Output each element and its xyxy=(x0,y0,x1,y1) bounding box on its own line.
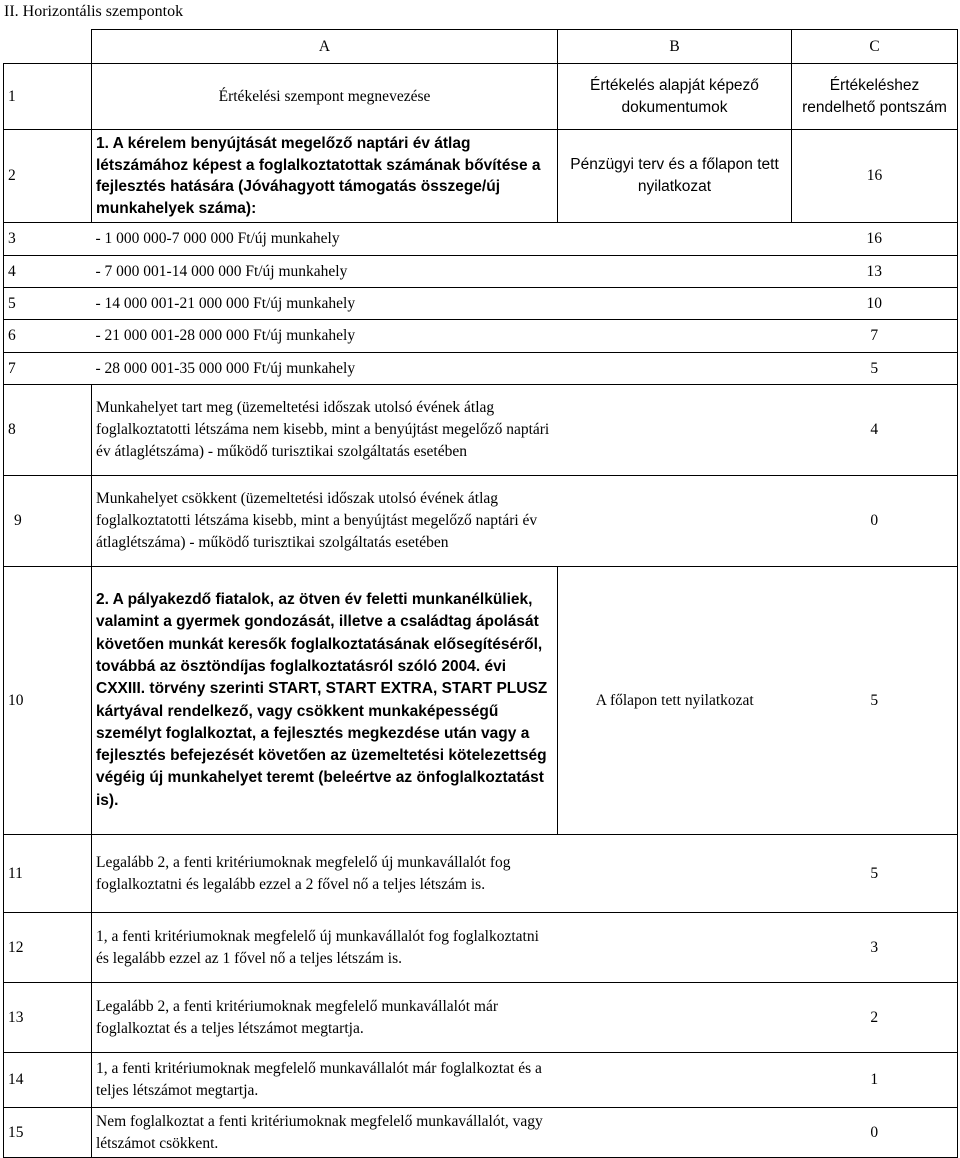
document-text xyxy=(558,913,792,983)
points-value: 2 xyxy=(792,983,958,1053)
row-number: 1 xyxy=(4,64,92,130)
document-text xyxy=(558,256,792,288)
column-letter-row xyxy=(4,30,958,64)
points-value: 4 xyxy=(792,385,958,476)
document-text xyxy=(558,223,792,256)
table-row xyxy=(4,1108,958,1158)
criteria-table xyxy=(3,29,958,1158)
header-points: Értékeléshez rendelhető pontszám xyxy=(792,64,958,130)
column-letter-b: B xyxy=(558,30,792,64)
criterion-text: Munkahelyet csökkent (üzemeltetési időszak utolsó évének átlag foglalkoztatotti létszáma kisebb, mint a benyújtást megelőző naptári év átlaglétszáma) - működő turisztikai szolgáltatás esetében xyxy=(92,476,558,567)
table-row xyxy=(4,223,958,256)
document-text xyxy=(558,288,792,320)
table-row xyxy=(4,130,958,223)
criterion-text: 1, a fenti kritériumoknak megfelelő új munkavállalót fog foglalkoztatni és legalább ezzel az 1 fővel nő a teljes létszám is. xyxy=(92,913,558,983)
row-number: 3 xyxy=(4,223,92,256)
table-row xyxy=(4,353,958,385)
row-number: 11 xyxy=(4,835,92,913)
points-value: 3 xyxy=(792,913,958,983)
document-text xyxy=(558,320,792,353)
row-number: 4 xyxy=(4,256,92,288)
points-value: 5 xyxy=(792,567,958,835)
criterion-text: - 1 000 000-7 000 000 Ft/új munkahely xyxy=(92,223,558,256)
points-value: 1 xyxy=(792,1053,958,1108)
row-number: 13 xyxy=(4,983,92,1053)
criterion-text: 2. A pályakezdő fiatalok, az ötven év feletti munkanélküliek, valamint a gyermek gondozását, illetve a családtag ápolását követően munkát keresők foglalkoztatásának elősegítéséről, továbbá az ösztöndíjas foglalkoztatásról szóló 2004. évi CXXIII. törvény szerinti START, START EXTRA, START PLUSZ kártyával rendelkező, vagy csökkent munkaképességű személyt foglalkoztat, a fejlesztés megkezdése után vagy a fejlesztés befejezését követően az üzemeltetési kötelezettség végéig új munkahelyet teremt (beleértve az önfoglalkoztatást is). xyxy=(92,567,558,835)
points-value: 10 xyxy=(792,288,958,320)
points-value: 16 xyxy=(792,130,958,223)
criterion-text: 1, a fenti kritériumoknak megfelelő munkavállalót már foglalkoztat és a teljes létszámot megtartja. xyxy=(92,1053,558,1108)
corner-cell xyxy=(4,30,92,64)
table-row xyxy=(4,567,958,835)
row-number: 8 xyxy=(4,385,92,476)
criterion-text: - 14 000 001-21 000 000 Ft/új munkahely xyxy=(92,288,558,320)
document-text xyxy=(558,1053,792,1108)
header-documents: Értékelés alapját képező dokumentumok xyxy=(558,64,792,130)
table-row xyxy=(4,835,958,913)
row-number: 14 xyxy=(4,1053,92,1108)
document-text xyxy=(558,983,792,1053)
document-text: Pénzügyi terv és a főlapon tett nyilatkozat xyxy=(558,130,792,223)
table-row xyxy=(4,913,958,983)
row-number: 12 xyxy=(4,913,92,983)
table-row xyxy=(4,256,958,288)
table-row xyxy=(4,476,958,567)
criterion-text: - 21 000 001-28 000 000 Ft/új munkahely xyxy=(92,320,558,353)
criterion-text: Legalább 2, a fenti kritériumoknak megfelelő munkavállalót már foglalkoztat és a teljes létszámot megtartja. xyxy=(92,983,558,1053)
document-text xyxy=(558,385,792,476)
row-number: 10 xyxy=(4,567,92,835)
points-value: 16 xyxy=(792,223,958,256)
row-number: 6 xyxy=(4,320,92,353)
document-text xyxy=(558,476,792,567)
criterion-text: - 28 000 001-35 000 000 Ft/új munkahely xyxy=(92,353,558,385)
points-value: 5 xyxy=(792,835,958,913)
header-criterion-name: Értékelési szempont megnevezése xyxy=(92,64,558,130)
points-value: 0 xyxy=(792,1108,958,1158)
column-letter-a: A xyxy=(92,30,558,64)
criterion-text: 1. A kérelem benyújtását megelőző naptári év átlag létszámához képest a foglalkoztatottak számának bővítése a fejlesztés hatására (Jóváhagyott támogatás összege/új munkahelyek száma): xyxy=(92,130,558,223)
points-value: 7 xyxy=(792,320,958,353)
document-text xyxy=(558,353,792,385)
criterion-text: - 7 000 001-14 000 000 Ft/új munkahely xyxy=(92,256,558,288)
points-value: 0 xyxy=(792,476,958,567)
section-heading: II. Horizontális szempontok xyxy=(4,3,184,20)
table-row xyxy=(4,385,958,476)
table-row xyxy=(4,1053,958,1108)
points-value: 5 xyxy=(792,353,958,385)
header-row xyxy=(4,64,958,130)
row-number: 15 xyxy=(4,1108,92,1158)
document-text: A főlapon tett nyilatkozat xyxy=(558,567,792,835)
document-text xyxy=(558,1108,792,1158)
column-letter-c: C xyxy=(792,30,958,64)
table-row xyxy=(4,983,958,1053)
points-value: 13 xyxy=(792,256,958,288)
row-number: 5 xyxy=(4,288,92,320)
criterion-text: Legalább 2, a fenti kritériumoknak megfelelő új munkavállalót fog foglalkoztatni és legalább ezzel a 2 fővel nő a teljes létszám is. xyxy=(92,835,558,913)
criterion-text: Nem foglalkoztat a fenti kritériumoknak megfelelő munkavállalót, vagy létszámot csökkent. xyxy=(92,1108,558,1158)
row-number: 7 xyxy=(4,353,92,385)
row-number: 9 xyxy=(4,476,92,567)
document-text xyxy=(558,835,792,913)
table-row xyxy=(4,288,958,320)
row-number: 2 xyxy=(4,130,92,223)
criterion-text: Munkahelyet tart meg (üzemeltetési időszak utolsó évének átlag foglalkoztatotti létszáma nem kisebb, mint a benyújtást megelőző naptári év átlaglétszáma) - működő turisztikai szolgáltatás esetében xyxy=(92,385,558,476)
table-row xyxy=(4,320,958,353)
